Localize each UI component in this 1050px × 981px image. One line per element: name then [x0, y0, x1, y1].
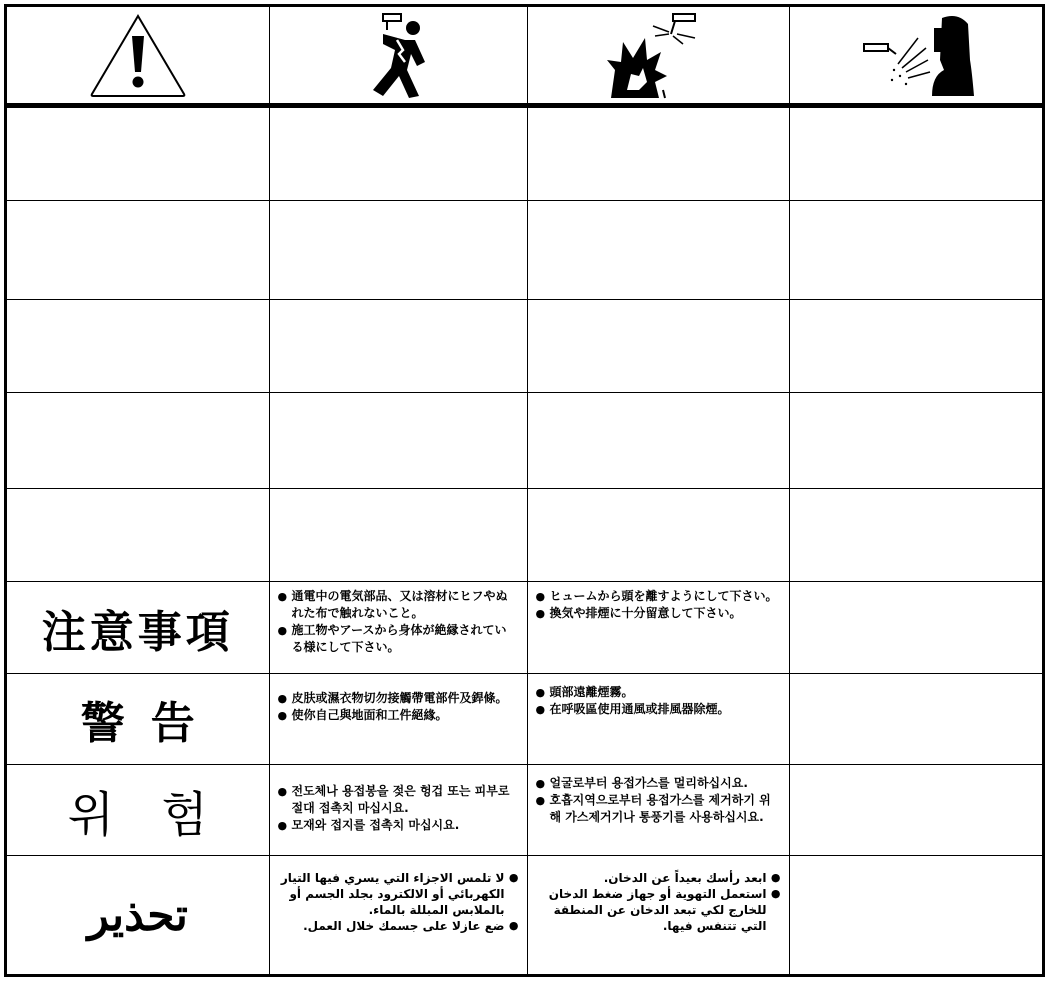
label-japanese: 注意事項 — [41, 606, 234, 658]
list-item: ● 頭部遠離煙霧。 — [536, 684, 781, 701]
arc-rays-welder-icon — [856, 10, 976, 100]
list-item: ● 施工物やアースから身体が絶縁されている様にして下さい。 — [278, 622, 519, 656]
fumes-list — [528, 856, 789, 934]
list-item: ● ヒュームから頭を離すようにして下さい。 — [536, 588, 781, 605]
row-japanese — [7, 582, 1042, 673]
row-chinese — [7, 673, 1042, 764]
safety-table — [7, 7, 1042, 974]
list-item: ● 使你自己與地面和工件絕緣。 — [278, 707, 519, 724]
list-item: ● استعمل التهوية أو جهاز ضغط الدخان للخارج لكي تبعد الدخان عن المنطقة التي تتنفس فيها. — [536, 886, 781, 934]
electric-shock-cell — [269, 7, 527, 106]
safety-warning-sheet — [4, 4, 1045, 977]
list-item: ● 皮肤或濕衣物切勿接觸帶電部件及銲條。 — [278, 690, 519, 707]
list-item: ● 在呼吸區使用通風或排風器除煙。 — [536, 701, 781, 718]
electric-shock-list — [270, 765, 527, 834]
fumes-list — [528, 674, 789, 718]
list-item: ● 換気や排煙に十分留意して下さい。 — [536, 605, 781, 622]
electric-shock-list — [270, 582, 527, 656]
row-arabic — [7, 856, 1042, 974]
fumes-list — [528, 582, 789, 622]
explosion-cell — [527, 7, 789, 106]
electric-shock-list — [270, 674, 527, 724]
icon-row — [7, 7, 1042, 106]
label-korean: 위 험 — [67, 786, 224, 843]
list-item: ● ضع عازلا على جسمك خلال العمل. — [278, 918, 519, 934]
electric-shock-icon — [353, 10, 443, 100]
explosion-sparks-icon — [603, 10, 713, 100]
electric-shock-list — [270, 856, 527, 934]
list-item: ● 얼굴로부터 용접가스를 멀리하십시요. — [536, 775, 781, 792]
warning-triangle-icon — [88, 12, 188, 98]
label-chinese: 警告 — [80, 697, 221, 749]
list-item: ● 호흡지역으로부터 용접가스를 제거하기 위해 가스제거기나 통풍기를 사용하십시요. — [536, 792, 781, 826]
arc-rays-cell — [789, 7, 1042, 106]
fumes-list — [528, 765, 789, 826]
label-arabic: تحذير — [87, 889, 188, 941]
list-item: ● ابعد رأسك بعيداً عن الدخان. — [536, 870, 781, 886]
list-item: ● 모재와 접지를 접촉치 마십시요. — [278, 817, 519, 834]
list-item: ● 전도체나 용접봉을 젖은 헝겁 또는 피부로 절대 접촉치 마십시요. — [278, 783, 519, 817]
list-item: ● لا تلمس الاجزاء التي يسري فيها التيار الكهربائي أو الالكترود بجلد الجسم أو بالملابس المبللة بالماء. — [278, 870, 519, 918]
warning-cell — [7, 7, 269, 106]
list-item: ● 通電中の電気部品、又は溶材にヒフやぬれた布で触れないこと。 — [278, 588, 519, 622]
row-korean — [7, 764, 1042, 855]
